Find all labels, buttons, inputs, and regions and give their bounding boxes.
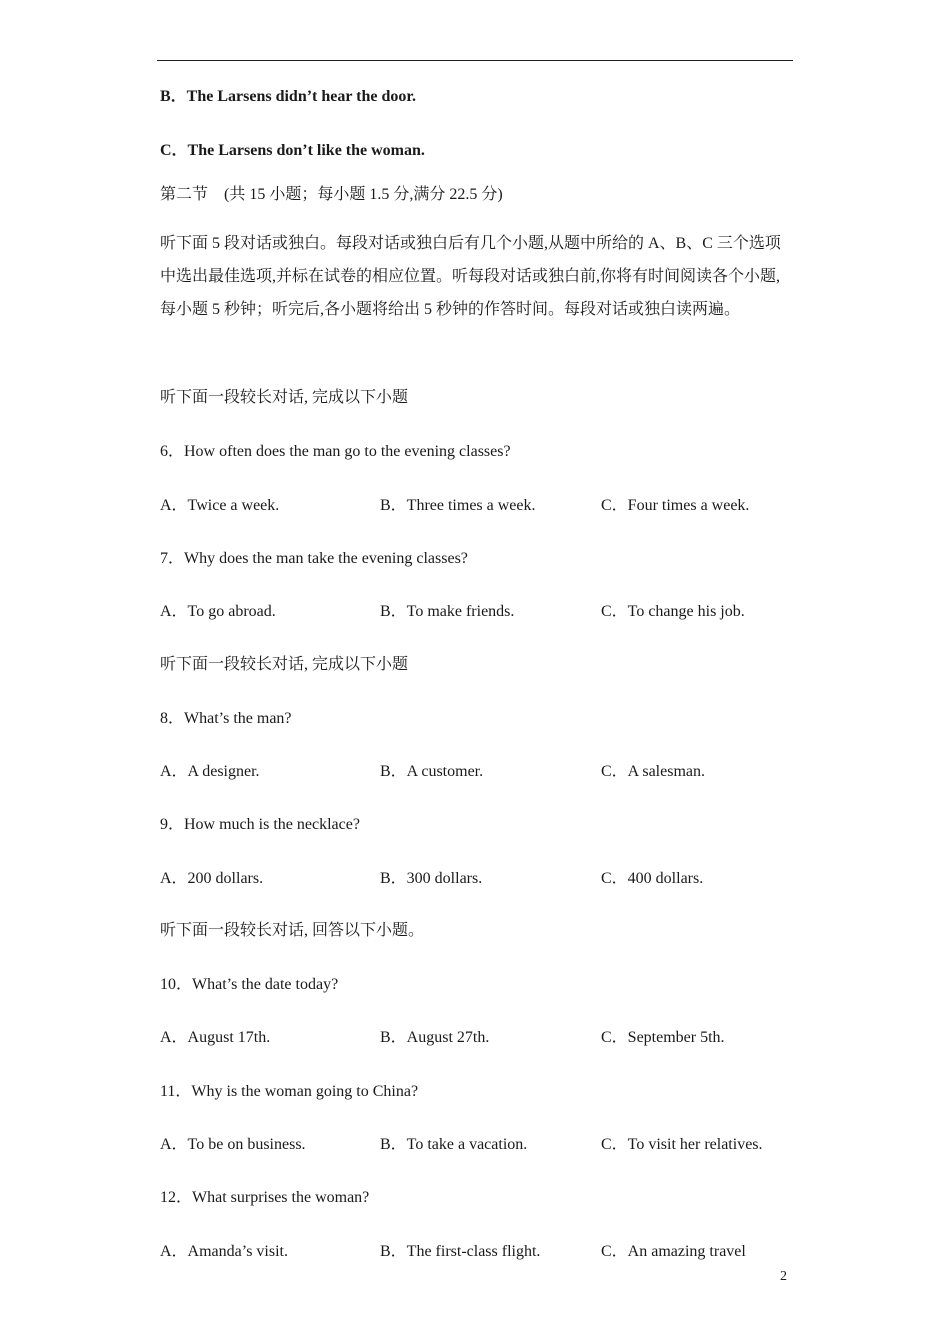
question-8: 8．What’s the man? [160, 710, 292, 727]
section-header: 第二节 (共 15 小题；每小题 1.5 分,满分 22.5 分) [160, 186, 503, 203]
question-11: 11．Why is the woman going to China? [160, 1083, 419, 1100]
q9-option-a: A．200 dollars. [160, 870, 264, 887]
q10-option-c: C．September 5th. [601, 1029, 725, 1046]
q7-option-b: B．To make friends. [380, 603, 515, 620]
q10-option-a: A．August 17th. [160, 1029, 271, 1046]
q12-option-a: A．Amanda’s visit. [160, 1243, 288, 1260]
q9-option-c: C．400 dollars. [601, 870, 704, 887]
q8-option-b: B．A customer. [380, 763, 484, 780]
q11-option-a: A．To be on business. [160, 1136, 306, 1153]
q11-option-b: B．To take a vacation. [380, 1136, 528, 1153]
instructions: 听下面 5 段对话或独白。每段对话或独白后有几个小题,从题中所给的 A、B、C 三个选项中选出最佳选项,并标在试卷的相应位置。听每段对话或独白前,你将有时间阅读各个小题,每小题 5 秒钟；听完后,各小题将给出 5 秒钟的作答时间。每段对话或独白读两遍。 [160, 235, 781, 318]
question-9: 9．How much is the necklace? [160, 816, 360, 833]
dialog-intro: 听下面一段较长对话, 完成以下小题 [160, 656, 409, 673]
prev-option-c: C．The Larsens don’t like the woman. [160, 142, 425, 159]
question-10: 10．What’s the date today? [160, 976, 339, 993]
prev-option-b: B．The Larsens didn’t hear the door. [160, 88, 417, 105]
q8-option-c: C．A salesman. [601, 763, 705, 780]
question-7: 7．Why does the man take the evening classes? [160, 550, 468, 567]
page-number: 2 [780, 1269, 787, 1284]
dialog-intro: 听下面一段较长对话, 回答以下小题。 [160, 922, 425, 939]
q6-option-a: A．Twice a week. [160, 497, 280, 514]
q9-option-b: B．300 dollars. [380, 870, 483, 887]
header-rule [157, 60, 793, 61]
q12-option-c: C．An amazing travel [601, 1243, 746, 1260]
q6-option-c: C．Four times a week. [601, 497, 750, 514]
q12-option-b: B．The first-class flight. [380, 1243, 541, 1260]
question-12: 12．What surprises the woman? [160, 1189, 370, 1206]
q7-option-c: C．To change his job. [601, 603, 745, 620]
q8-option-a: A．A designer. [160, 763, 260, 780]
q11-option-c: C．To visit her relatives. [601, 1136, 763, 1153]
question-6: 6．How often does the man go to the evening classes? [160, 443, 511, 460]
q6-option-b: B．Three times a week. [380, 497, 536, 514]
q7-option-a: A．To go abroad. [160, 603, 276, 620]
q10-option-b: B．August 27th. [380, 1029, 490, 1046]
dialog-intro: 听下面一段较长对话, 完成以下小题 [160, 389, 409, 406]
